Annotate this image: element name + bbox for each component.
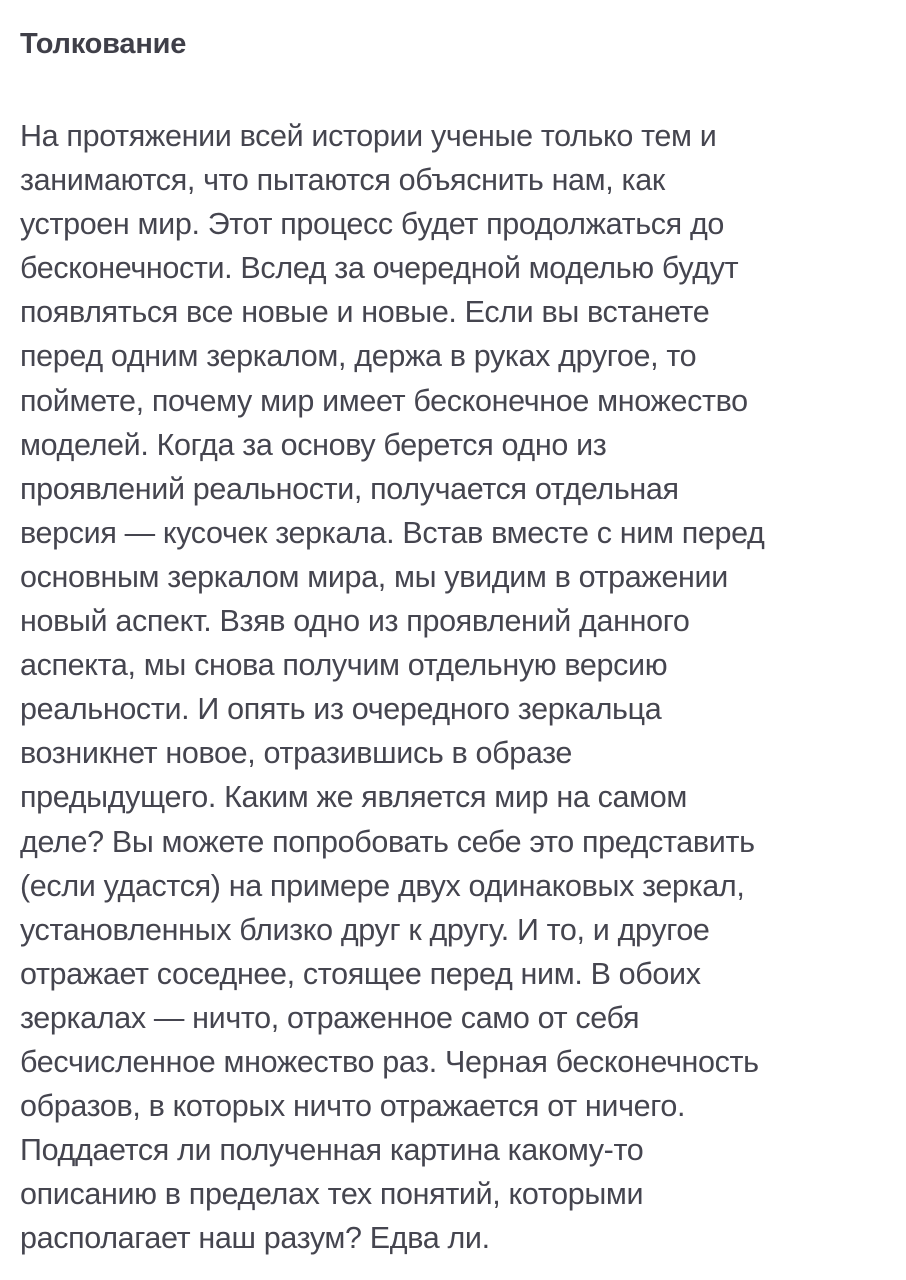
text-line: описанию в пределах тех понятий, которыми [20,1177,644,1212]
text-line: перед одним зеркалом, держа в руках другое, то [20,339,697,374]
text-line: На протяжении всей истории ученые только тем и [20,119,717,153]
text-line: Поддается ли полученная картина какому-то [20,1133,644,1168]
body-paragraph [20,114,900,1260]
text-line: версия — кусочек зеркала. Встав вместе с ним перед [20,515,765,550]
text-line: бесчисленное множество раз. Черная бесконечность [20,1044,759,1079]
text-line: поймете, почему мир имеет бесконечное множество [20,383,748,418]
text-line: установленных близко друг к другу. И то, и другое [20,912,710,947]
text-line: зеркалах — ничто, отраженное само от себя [20,1000,640,1035]
text-line: устроен мир. Этот процесс будет продолжаться до [20,207,725,242]
text-line: располагает наш разум? Едва ли. [20,1221,490,1256]
text-line: появляться все новые и новые. Если вы встанете [20,295,710,330]
text-line: основным зеркалом мира, мы увидим в отражении [20,559,728,594]
text-line: предыдущего. Каким же является мир на самом [20,780,687,815]
text-line: бесконечности. Вслед за очередной моделью будут [20,251,739,286]
text-line: аспекта, мы снова получим отдельную версию [20,648,668,683]
text-line: моделей. Когда за основу берется одно из [20,427,607,462]
text-line: проявлений реальности, получается отдельная [20,471,679,506]
text-line: занимаются, что пытаются объяснить нам, как [20,163,665,198]
text-line: деле? Вы можете попробовать себе это представить [20,824,755,859]
text-line: (если удастся) на примере двух одинаковых зеркал, [20,868,745,903]
text-line: возникнет новое, отразившись в образе [20,736,573,771]
section-title: Толкование [20,28,187,60]
text-line: отражает соседнее, стоящее перед ним. В обоих [20,956,701,991]
text-line: образов, в которых ничто отражается от ничего. [20,1089,686,1124]
text-line: реальности. И опять из очередного зеркальца [20,692,662,727]
text-line: новый аспект. Взяв одно из проявлений данного [20,604,690,639]
